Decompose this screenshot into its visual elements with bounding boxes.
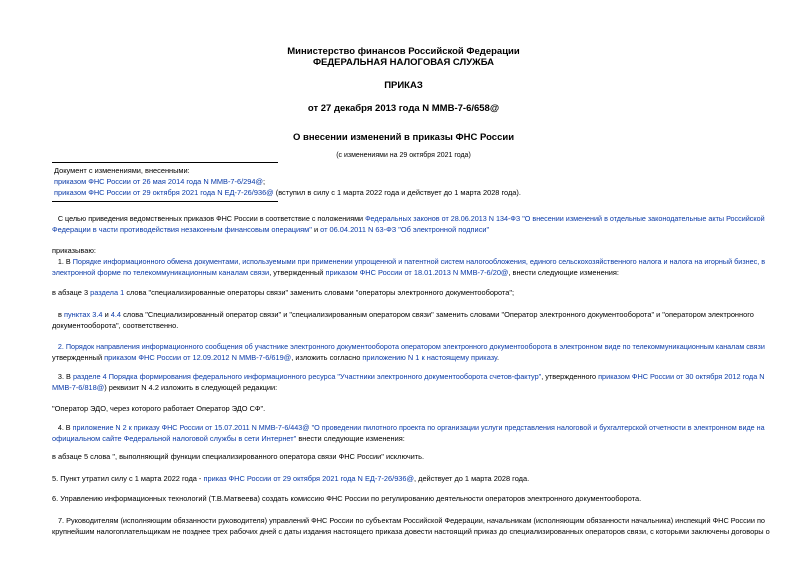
ministry-name: Министерство финансов Российской Федерации [287,46,520,57]
appendix-1-link[interactable]: приложению N 1 к настоящему приказу [362,353,497,362]
order-20-link[interactable]: приказом ФНС России от 18.01.2013 N ММВ-7-6/20@ [325,268,509,277]
item-5-tail: , действует до 1 марта 2028 года. [414,474,530,483]
law-134-link[interactable]: Федеральных законов от 28.06.2013 N 134-ФЗ "О внесении изменений в отдельные законодательные акты Российской [365,214,765,223]
order-word: приказываю: [52,246,96,255]
item-4-line-1 [52,422,765,433]
section-4-link[interactable]: разделе 4 [72,372,107,381]
change-item-1-tail: ; [263,177,266,186]
item-1-prefix: 1. В [57,257,73,266]
item-1-2-tail: слова "Специализированный оператор связи" и "специализированным оператором связи" заменить словами "Оператор электронного документооборота" и "оператором электронного [121,310,754,319]
item-5-prefix: 5. Пункт утратил силу с 1 марта 2022 года - [52,474,204,483]
item-1-2-line-2: документооборота", соответственно. [52,321,179,330]
item-4-line-2 [52,433,771,444]
item-1-2-and: и [102,310,111,319]
change-item-2 [54,187,773,198]
service-name: ФЕДЕРАЛЬНАЯ НАЛОГОВАЯ СЛУЖБА [312,57,495,68]
item-1-line-1 [52,256,766,267]
order-936-link[interactable]: приказ ФНС России от 29 октября 2021 года N ЕД-7-26/936@ [203,474,415,483]
item-3-prefix: 3. В [57,372,73,381]
revision-note: (с изменениями на 29 октября 2021 года) [336,152,471,159]
item-1-tail: , внести следующие изменения: [508,268,619,277]
item-1-2-line-1 [52,309,771,320]
preamble-text-1: С целью приведения ведомственных приказов ФНС России в соответствие с положениями [57,214,366,223]
item-1-1-prefix: в абзаце 3 [52,288,91,297]
item-2-line-1 [52,341,765,352]
item-3-line-2 [52,382,771,393]
item-1-1-tail: слова "специализированные операторы связи" заменить словами "операторы электронного документооборота"; [124,288,515,297]
doc-title: О внесении изменений в приказы ФНС России [292,132,515,143]
change-item-2-tail: (вступил в силу с 1 марта 2022 года и действует до 1 марта 2028 года). [273,188,521,197]
item-4-tail: внести следующие изменения: [296,434,405,443]
item-3-tail: ) реквизит N 4.2 изложить в следующей редакции: [104,383,278,392]
item-1-2-prefix: в [58,310,64,319]
item-7 [52,515,771,537]
doc-type: ПРИКАЗ [384,80,423,91]
appendix-2-link-cont[interactable]: официальном сайте Федеральной налоговой службы в сети Интернет" [52,434,297,443]
exchange-order-link[interactable]: Порядке информационного обмена документами, используемыми при применении упрощенной и патентной систем налогообложения, единого сельскохозяйственного налога и налога на игорный бизнес, в [72,257,766,266]
preamble-line-1 [52,213,765,224]
change-link-2[interactable]: приказом ФНС России от 29 октября 2021 года N ЕД-7-26/936@ [54,188,274,197]
item-1-2 [52,309,771,331]
clause-4-4-link[interactable]: 4.4 [110,310,122,319]
changes-intro: Документ с изменениями, внесенными: [54,166,190,175]
item-7-line-2: крупнейшим налогоплательщикам не позднее трех рабочих дней с даты издания настоящего приказа довести настоящий приказ до специализированных операторов связи, с которыми заключены договоры о [52,527,770,536]
notification-order-link[interactable]: 2. Порядок направления информационного сообщения об участнике электронного документооборота оператором электронного документооборота в электронном виде по телекоммуникационным каналам связи [57,342,765,351]
item-4 [52,422,771,444]
order-818-link[interactable]: приказом ФНС России от 30 октября 2012 года N [598,372,765,381]
item-2-tail: . [497,353,500,362]
item-4-1: в абзаце 5 слова ", выполняющий функции специализированного оператора связи ФНС России" исключить. [52,452,425,461]
section-1-link[interactable]: раздела 1 [90,288,125,297]
preamble-line-2 [52,224,771,235]
clause-3-4-link[interactable]: пунктах 3.4 [63,310,103,319]
item-2-line-2 [52,352,771,363]
appendix-2-link[interactable]: приложение N 2 к приказу ФНС России от 15.07.2011 N ММВ-7-6/443@ "О проведении пилотного проекта по организации услуги представления налоговой и бухгалтерской отчетности в электронном виде на [72,423,765,432]
item-1-mid: , утвержденный [269,268,326,277]
item-1-line-2 [52,267,771,278]
order-619-link[interactable]: приказом ФНС России от 12.09.2012 N ММВ-7-6/619@ [104,353,292,362]
item-4-prefix: 4. В [57,423,73,432]
item-3-line-1 [52,371,765,382]
item-3 [52,371,771,393]
item-3-mid: , утвержденного [541,372,599,381]
exchange-order-link-cont[interactable]: электронной форме по телекоммуникационным каналам связи [52,268,270,277]
law-63-link[interactable]: от 06.04.2011 N 63-ФЗ "Об электронной подписи" [320,225,490,234]
order-818-link-cont[interactable]: ММВ-7-6/818@ [52,383,105,392]
top-divider [52,162,278,163]
resource-order-link[interactable]: Порядка формирования федерального информационного ресурса "Участники электронного документооборота счетов-фактур" [108,372,542,381]
preamble-text-2: и [311,225,321,234]
law-134-link-cont[interactable]: Федерации в части противодействия незаконным финансовым операциям" [52,225,312,234]
item-6: 6. Управлению информационных технологий (Т.В.Матвеева) создать комиссию ФНС России по регулированию деятельности операторов электронного документооборота. [52,494,642,503]
change-link-1[interactable]: приказом ФНС России от 26 мая 2014 года N ММВ-7-6/294@ [54,177,263,186]
item-2 [52,341,771,363]
item-2-mid: , изложить согласно [291,353,363,362]
item-1 [52,256,771,278]
bottom-divider [52,201,278,202]
preamble [52,213,771,235]
changes-note [54,165,773,198]
item-3-quote: "Оператор ЭДО, через которого работает Оператор ЭДО СФ". [52,404,266,413]
change-item-1 [54,176,773,187]
item-7-line-1: 7. Руководителям (исполняющим обязанности руководителя) управлений ФНС России по субъектам Российской Федерации, начальникам (исполняющим обязанности начальника) инспекций ФНС России по [57,516,765,525]
item-1-1 [52,287,771,298]
item-5 [52,473,771,484]
doc-date-number: от 27 декабря 2013 года N ММВ-7-6/658@ [307,103,500,114]
item-2-prefix: утвержденный [52,353,105,362]
